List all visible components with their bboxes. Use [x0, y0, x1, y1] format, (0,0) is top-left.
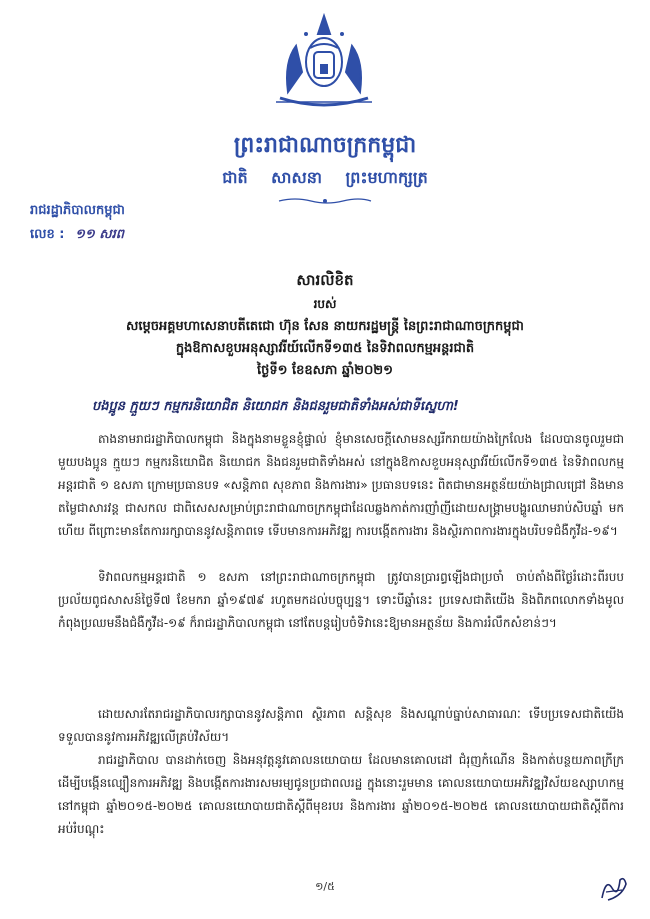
ornament-divider-icon: [275, 197, 375, 205]
title-date: ថ្ងៃទី១ ខែឧសភា ឆ្នាំ២០២១: [256, 363, 393, 378]
salutation: បងប្អូន ក្មួយៗ កម្មករនិយោជិត និយោជក និងជនរួមជាតិទាំងអស់ជាទីស្នេហា!: [92, 399, 459, 414]
paragraph-4: រាជរដ្ឋាភិបាល បានដាក់ចេញ និងអនុវត្តនូវគោលនយោបាយ ដែលមានគោលដៅ ជំរុញកំណើន និងកាត់បន្ថយភាពក្រីក្រ ដើម្បីបង្កើនល្បឿនការអភិវឌ្ឍ និងបង្កើតការងារសមរម្យជូនប្រជាពលរដ្ឋ ក្នុងនោះរួមមាន គោលនយោបាយអភិវឌ្ឍវិស័យឧស្សាហកម្មនៅកម្ពុជា ឆ្នាំ២០១៥-២០២៥ គោលនយោបាយជាតិស្តីពីមុខរបរ និងការងារ ឆ្នាំ២០១៥-២០២៥ គោលនយោបាយជាតិស្តីពីការអប់រំបណ្តុះ: [58, 753, 624, 836]
title-of: របស់: [313, 297, 337, 311]
reference-number: ១១ សរព: [75, 227, 124, 242]
national-motto: ជាតិ សាសនា ព្រះមហាក្សត្រ: [222, 168, 428, 187]
signature-icon: [596, 870, 632, 906]
title-author: សម្តេចអគ្គមហាសេនាបតីតេជោ ហ៊ុន សែន នាយករដ្ឋមន្ត្រី នៃព្រះរាជាណាចក្រកម្ពុជា: [126, 319, 524, 334]
kingdom-name: ព្រះរាជាណាចក្រកម្ពុជា: [233, 133, 417, 158]
page-number: ១/៥: [315, 880, 335, 893]
paragraph-2: ទិវាពលកម្មអន្តរជាតិ ១ ឧសភា នៅព្រះរាជាណាចក្រកម្ពុជា ត្រូវបានប្រារព្ធឡើងជាប្រចាំ ចាប់តាំងពីថ្ងៃរំដោះពីរបបប្រល័យពូជសាសន៍ថ្ងៃទី៧ ខែមករា ឆ្នាំ១៩៧៩ រហូតមកដល់បច្ចុប្បន្ន។ ទោះបីឆ្នាំនេះ ប្រទេសជាតិយើង និងពិភពលោកទាំងមូលកំពុងប្រឈមនឹងជំងឺកូវីដ-១៩ ក៏រាជរដ្ឋាភិបាលកម្ពុជា នៅតែបន្តរៀបចំទិវានេះឱ្យមានអត្ថន័យ និងការរំលឹកសំខាន់ៗ។: [58, 570, 624, 630]
royal-coat-of-arms-icon: [266, 12, 382, 112]
document-title: សារលិខិត: [296, 271, 354, 289]
government-name: រាជរដ្ឋាភិបាលកម្ពុជា: [30, 203, 125, 218]
paragraph-3: ដោយសារតែរាជរដ្ឋាភិបាលរក្សាបាននូវសន្តិភាព ស្ថិរភាព សន្តិសុខ និងសណ្តាប់ធ្នាប់សាធារណៈ ទើបប្រទេសជាតិយើងទទួលបាននូវការអភិវឌ្ឍលើគ្រប់វិស័យ។: [58, 707, 624, 744]
title-occasion: ក្នុងឱកាសខួបអនុស្សាវរីយ៍លើកទី១៣៥ នៃទិវាពលកម្មអន្តរជាតិ: [175, 341, 475, 356]
reference-line: [30, 226, 124, 245]
reference-label: លេខ :: [30, 227, 65, 242]
paragraph-1: តាងនាមរាជរដ្ឋាភិបាលកម្ពុជា និងក្នុងនាមខ្លួនខ្ញុំផ្ទាល់ ខ្ញុំមានសេចក្តីសោមនស្សរីករាយយ៉ាងក្រៃលែង ដែលបានចូលរួមជាមួយបងប្អូន ក្មួយៗ កម្មករនិយោជិត និយោជក និងជនរួមជាតិទាំងអស់ នៅក្នុងឱកាសខួបអនុស្សាវរីយ៍លើកទី១៣៥ នៃទិវាពលកម្មអន្តរជាតិ ១ ឧសភា ក្រោមប្រធានបទ «សន្តិភាព សុខភាព និងការងារ» ប្រធានបទនេះ ពិតជាមានអត្ថន័យយ៉ាងជ្រាលជ្រៅ និងមានតម្លៃជាសារវន្ត ជាសកល ជាពិសេសសម្រាប់ព្រះរាជាណាចក្រកម្ពុជាដែលឆ្លងកាត់ការញាំញីដោយសង្គ្រាមបង្ហូរឈាមរាប់សិបឆ្នាំ មកហើយ ពីព្រោះមានតែការរក្សាបាននូវសន្តិភាពទេ ទើបមានការអភិវឌ្ឍ ការបង្កើតការងារ និងស្ថិរភាពការងារក្នុងបរិបទជំងឺកូវីដ-១៩។: [58, 432, 624, 538]
